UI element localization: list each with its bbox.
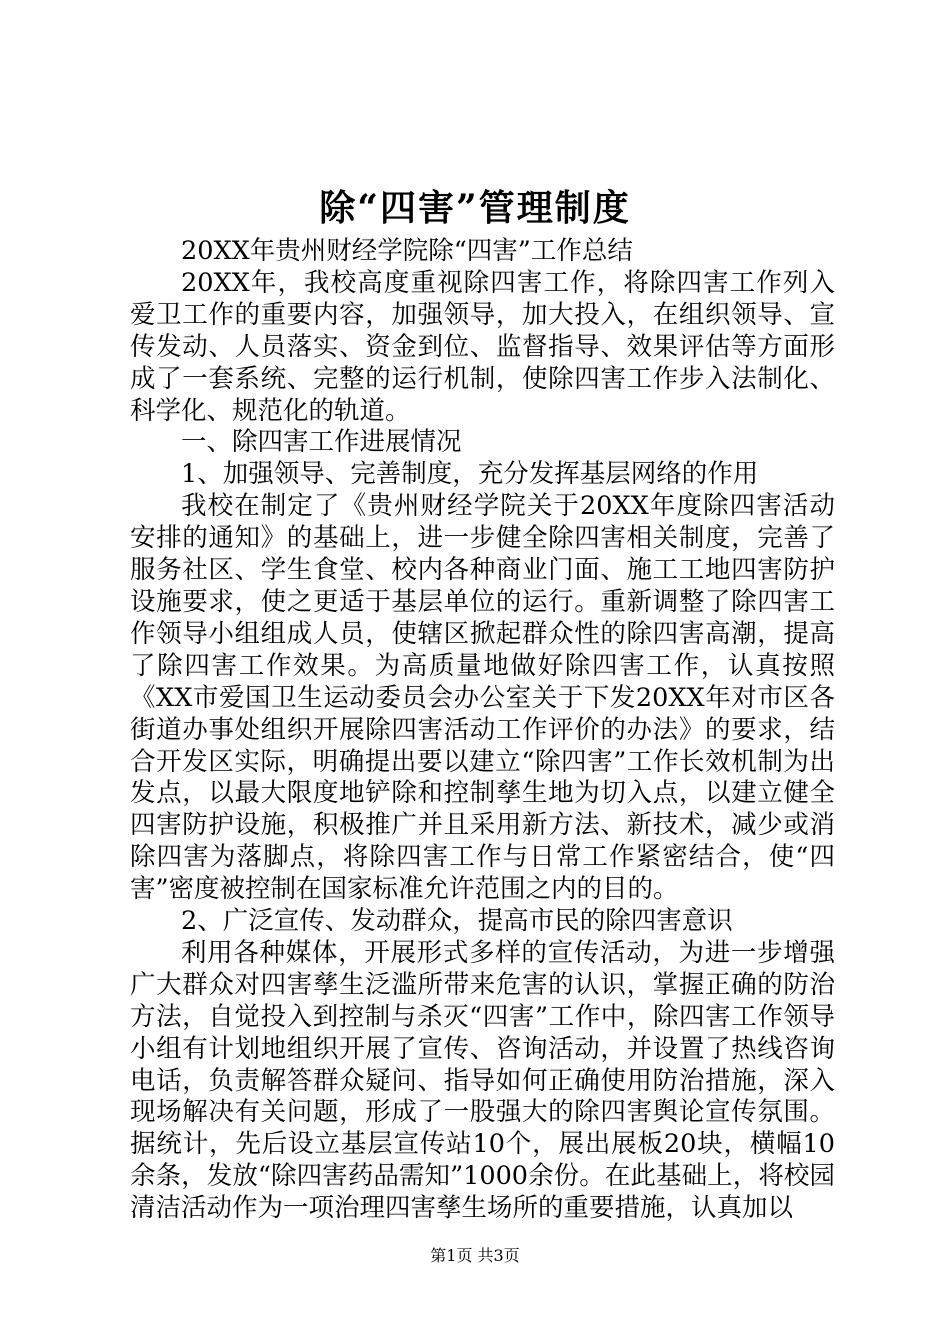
document-body xyxy=(130,236,835,1225)
subsection-heading-1: 1、加强领导、完善制度，充分发挥基层网络的作用 xyxy=(181,459,759,490)
paragraph-body-2: 利用各种媒体，开展形式多样的宣传活动，为进一步增强广大群众对四害孳生泛滥所带来危害的认识，掌握正确的防治方法，自觉投入到控制与杀灭“四害”工作中，除四害工作领导小组有计划地组织开展了宣传、咨询活动，并设置了热线咨询电话，负责解答群众疑问、指导如何正确使用防治措施，深入现场解决有关问题，形成了一股强大的除四害舆论宣传氛围。据统计，先后设立基层宣传站10个，展出展板20块，横幅10余条，发放“除四害药品需知”1000余份。在此基础上，将校园清洁活动作为一项治理四害孳生场所的重要措施，认真加以 xyxy=(130,937,835,1224)
section-heading: 一、除四害工作进展情况 xyxy=(181,427,462,458)
document-title: 除“四害”管理制度 xyxy=(319,187,631,229)
paragraph-intro: 20XX年，我校高度重视除四害工作，将除四害工作列入爱卫工作的重要内容，加强领导，加大投入，在组织领导、宣传发动、人员落实、资金到位、监督指导、效果评估等方面形成了一套系统、完整的运行机制，使除四害工作步入法制化、科学化、规范化的轨道。 xyxy=(130,267,835,426)
page-footer: 第1页 共3页 xyxy=(430,1246,520,1265)
paragraph-subtitle: 20XX年贵州财经学院除“四害”工作总结 xyxy=(181,236,633,266)
subsection-heading-2: 2、广泛宣传、发动群众，提高市民的除四害意识 xyxy=(181,906,733,937)
paragraph-body-1: 我校在制定了《贵州财经学院关于20XX年度除四害活动安排的通知》的基础上，进一步健全除四害相关制度，完善了服务社区、学生食堂、校内各种商业门面、施工工地四害防护设施要求，使之更适于基层单位的运行。重新调整了除四害工作领导小组组成人员，使辖区掀起群众性的除四害高潮，提高了除四害工作效果。为高质量地做好除四害工作，认真按照《XX市爱国卫生运动委员会办公室关于下发20XX年对市区各街道办事处组织开展除四害活动工作评价的办法》的要求，结合开发区实际，明确提出要以建立“除四害”工作长效机制为出发点，以最大限度地铲除和控制孳生地为切入点，以建立健全四害防护设施，积极推广并且采用新方法、新技术，减少或消除四害为落脚点，将除四害工作与日常工作紧密结合，使“四害”密度被控制在国家标准允许范围之内的目的。 xyxy=(130,491,835,905)
